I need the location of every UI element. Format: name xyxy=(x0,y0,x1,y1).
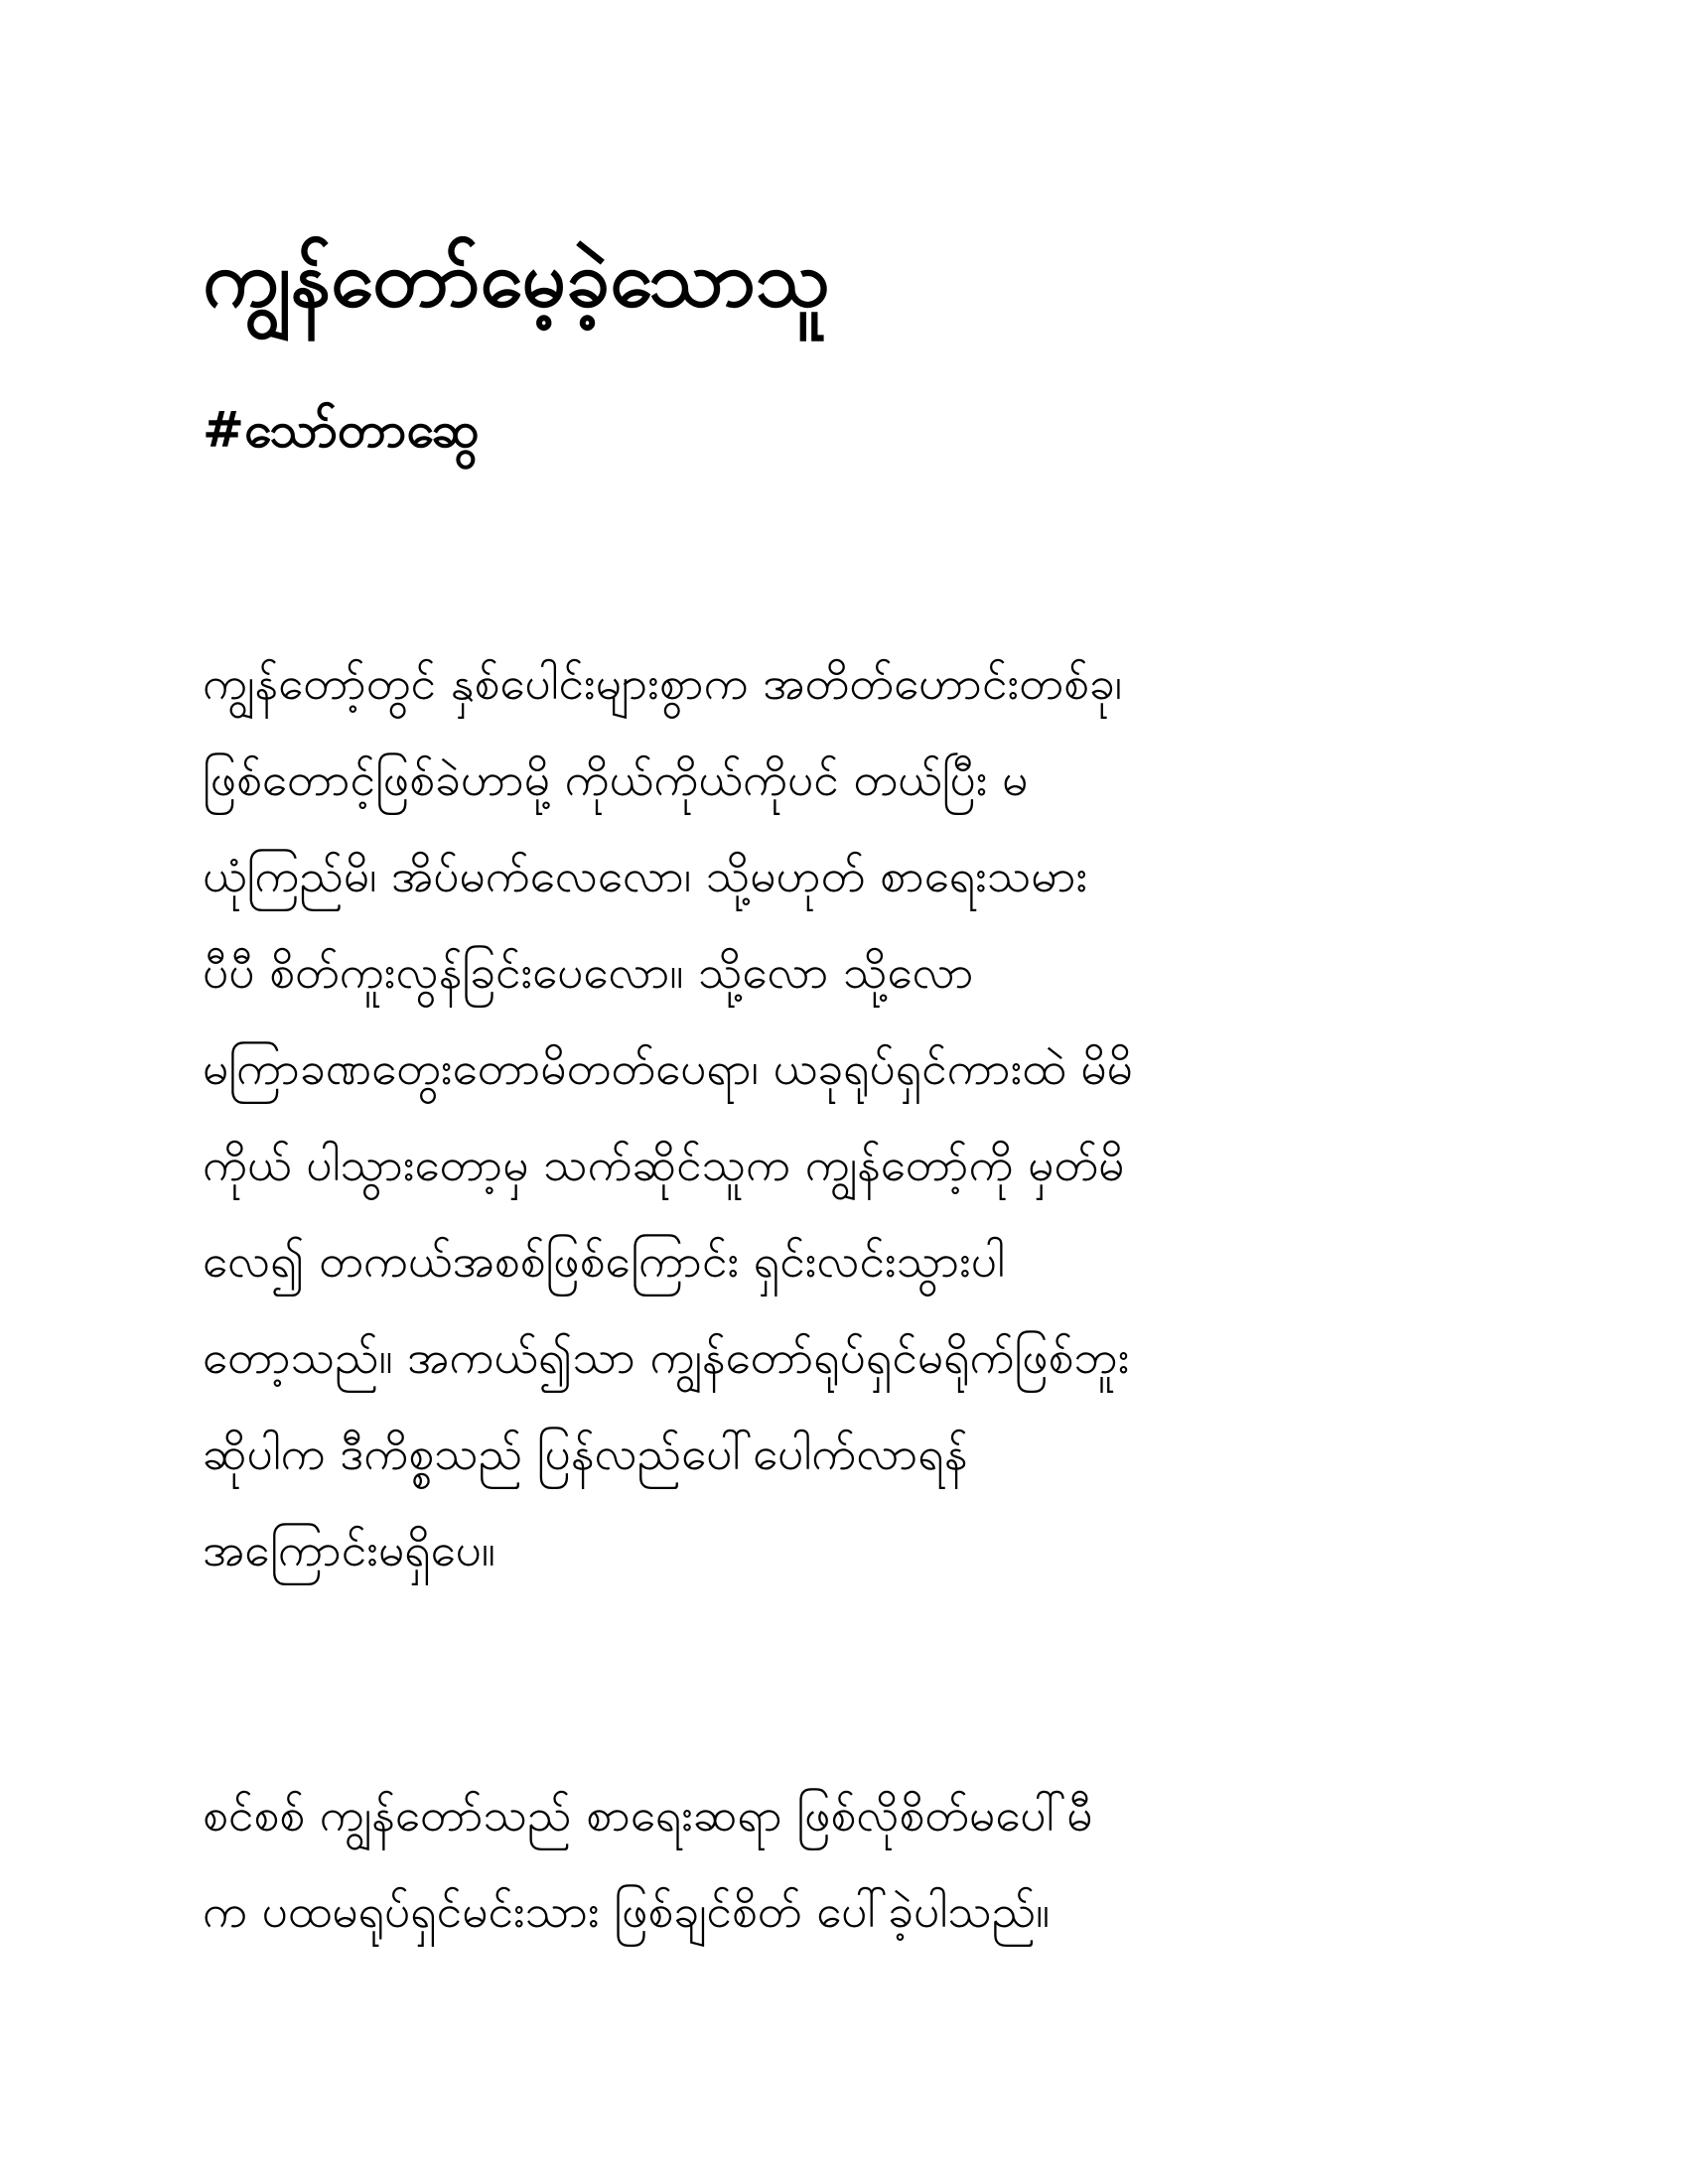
paragraph-line: ဆိုပါက ဒီကိစ္စသည် ပြန်လည်ပေါ်ပေါက်လာရန် xyxy=(203,1427,968,1480)
paragraph-line: လေ၍ တကယ်အစစ်ဖြစ်ကြောင်း ရှင်းလင်းသွားပါ xyxy=(203,1234,1005,1288)
paragraph-line: အကြောင်းမရှိပေ။ xyxy=(203,1523,495,1576)
paragraph-2 xyxy=(203,1767,1493,1960)
paragraph-1 xyxy=(203,635,1493,1598)
author-hashtag: #သော်တာဆွေ xyxy=(203,401,480,459)
paragraph-line: က ပထမရုပ်ရှင်မင်းသား ဖြစ်ချင်စိတ် ပေါ်ခဲ့ပါသည်။ xyxy=(203,1884,1051,1938)
paragraph-line: မကြာခဏတွေးတောမိတတ်ပေရာ၊ ယခုရုပ်ရှင်ကားထဲ မိမိ xyxy=(203,1041,1133,1095)
document-title: ကျွန်တော်မေ့ခဲ့သောသူ xyxy=(203,235,831,325)
paragraph-line: ပီပီ စိတ်ကူးလွန်ခြင်းပေလော။ သို့လော သို့လော xyxy=(203,945,974,999)
paragraph-line: ယုံကြည်မိ၊ အိပ်မက်လေလော၊ သို့မဟုတ် စာရေးသမား xyxy=(203,849,1088,902)
paragraph-line: ဖြစ်တောင့်ဖြစ်ခဲဟာမို့ ကိုယ်ကိုယ်ကိုပင် တယ်ပြီး မ xyxy=(203,752,1029,806)
paragraph-line: တော့သည်။ အကယ်၍သာ ကျွန်တော်ရုပ်ရှင်မရိုက်ဖြစ်ဘူး xyxy=(203,1330,1130,1384)
paragraph-line: စင်စစ် ကျွန်တော်သည် စာရေးဆရာ ဖြစ်လိုစိတ်မပေါ်မီ xyxy=(203,1788,1093,1842)
paragraph-line: ကိုယ် ပါသွားတော့မှ သက်ဆိုင်သူက ကျွန်တော့်ကို မှတ်မိ xyxy=(203,1138,1125,1191)
paragraph-line: ကျွန်တော့်တွင် နှစ်ပေါင်းများစွာက အတိတ်ဟောင်းတစ်ခု၊ xyxy=(203,656,1122,710)
